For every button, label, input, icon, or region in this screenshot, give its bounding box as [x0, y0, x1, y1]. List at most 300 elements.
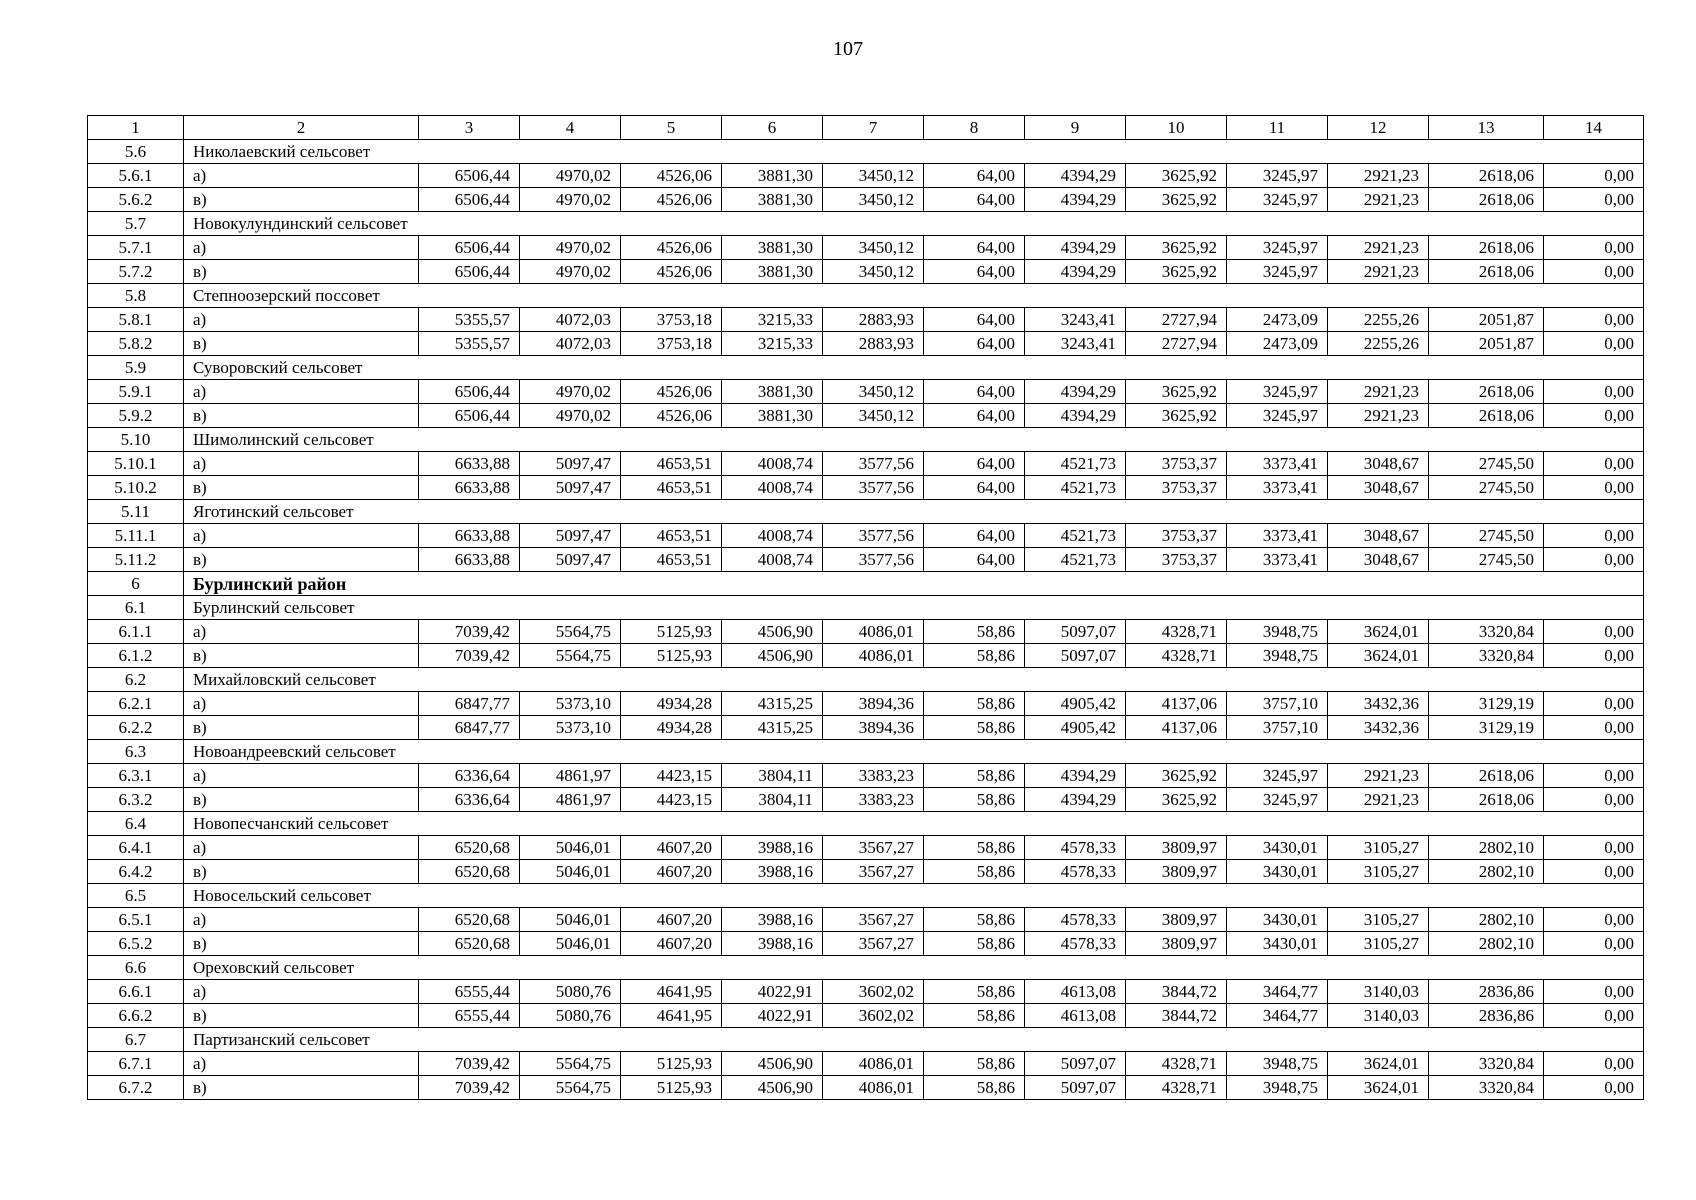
value-cell: 4008,74	[722, 548, 823, 572]
value-cell: 3105,27	[1328, 908, 1429, 932]
group-name: Яготинский сельсовет	[184, 500, 1644, 524]
value-cell: 3809,97	[1126, 908, 1227, 932]
value-cell: 2051,87	[1429, 308, 1544, 332]
value-cell: 4521,73	[1025, 476, 1126, 500]
value-cell: 0,00	[1544, 1052, 1644, 1076]
column-number: 14	[1544, 116, 1644, 140]
value-cell: 4394,29	[1025, 404, 1126, 428]
value-cell: 3450,12	[823, 188, 924, 212]
group-code: 5.11	[88, 500, 184, 524]
value-cell: 0,00	[1544, 548, 1644, 572]
value-cell: 58,86	[924, 644, 1025, 668]
row-label: а)	[184, 1052, 419, 1076]
value-cell: 7039,42	[419, 644, 520, 668]
value-cell: 5373,10	[520, 692, 621, 716]
value-cell: 3753,37	[1126, 476, 1227, 500]
value-cell: 3948,75	[1227, 1076, 1328, 1100]
value-cell: 7039,42	[419, 1076, 520, 1100]
value-cell: 4008,74	[722, 452, 823, 476]
row-code: 6.6.2	[88, 1004, 184, 1028]
value-cell: 4394,29	[1025, 236, 1126, 260]
value-cell: 3140,03	[1328, 980, 1429, 1004]
value-cell: 0,00	[1544, 332, 1644, 356]
value-cell: 3430,01	[1227, 860, 1328, 884]
table-row	[88, 836, 1644, 860]
value-cell: 6336,64	[419, 764, 520, 788]
column-number: 1	[88, 116, 184, 140]
value-cell: 64,00	[924, 236, 1025, 260]
value-cell: 5097,07	[1025, 620, 1126, 644]
row-code: 5.8.1	[88, 308, 184, 332]
value-cell: 5564,75	[520, 644, 621, 668]
row-label: в)	[184, 716, 419, 740]
value-cell: 2727,94	[1126, 332, 1227, 356]
value-cell: 4086,01	[823, 620, 924, 644]
column-number: 12	[1328, 116, 1429, 140]
value-cell: 3753,37	[1126, 524, 1227, 548]
value-cell: 3383,23	[823, 764, 924, 788]
value-cell: 0,00	[1544, 1004, 1644, 1028]
table-row	[88, 764, 1644, 788]
value-cell: 3625,92	[1126, 188, 1227, 212]
value-cell: 3373,41	[1227, 476, 1328, 500]
row-label: а)	[184, 620, 419, 644]
column-number: 11	[1227, 116, 1328, 140]
row-code: 5.11.1	[88, 524, 184, 548]
group-name: Николаевский сельсовет	[184, 140, 1644, 164]
value-cell: 3894,36	[823, 692, 924, 716]
row-code: 5.7.1	[88, 236, 184, 260]
column-number: 7	[823, 116, 924, 140]
column-number: 10	[1126, 116, 1227, 140]
value-cell: 3809,97	[1126, 836, 1227, 860]
row-code: 5.6.1	[88, 164, 184, 188]
value-cell: 4328,71	[1126, 1076, 1227, 1100]
value-cell: 4578,33	[1025, 860, 1126, 884]
row-code: 5.8.2	[88, 332, 184, 356]
group-row	[88, 1028, 1644, 1052]
value-cell: 4905,42	[1025, 716, 1126, 740]
value-cell: 6555,44	[419, 1004, 520, 1028]
tariff-table	[87, 115, 1644, 1100]
group-name: Суворовский сельсовет	[184, 356, 1644, 380]
row-label: в)	[184, 404, 419, 428]
row-code: 6.1.1	[88, 620, 184, 644]
group-row	[88, 500, 1644, 524]
value-cell: 3245,97	[1227, 188, 1328, 212]
value-cell: 2745,50	[1429, 476, 1544, 500]
column-number-row	[88, 116, 1644, 140]
row-label: а)	[184, 308, 419, 332]
value-cell: 5046,01	[520, 860, 621, 884]
value-cell: 3383,23	[823, 788, 924, 812]
value-cell: 0,00	[1544, 860, 1644, 884]
value-cell: 6633,88	[419, 524, 520, 548]
value-cell: 4521,73	[1025, 548, 1126, 572]
region-name: Бурлинский район	[184, 572, 1644, 596]
value-cell: 3567,27	[823, 932, 924, 956]
value-cell: 58,86	[924, 620, 1025, 644]
group-code: 5.7	[88, 212, 184, 236]
value-cell: 3948,75	[1227, 644, 1328, 668]
value-cell: 64,00	[924, 404, 1025, 428]
table-row	[88, 1052, 1644, 1076]
value-cell: 3430,01	[1227, 932, 1328, 956]
value-cell: 3988,16	[722, 836, 823, 860]
group-code: 6.4	[88, 812, 184, 836]
value-cell: 6633,88	[419, 476, 520, 500]
value-cell: 3450,12	[823, 260, 924, 284]
value-cell: 4526,06	[621, 404, 722, 428]
value-cell: 6520,68	[419, 836, 520, 860]
value-cell: 3948,75	[1227, 620, 1328, 644]
value-cell: 5097,47	[520, 452, 621, 476]
value-cell: 3432,36	[1328, 716, 1429, 740]
value-cell: 64,00	[924, 524, 1025, 548]
value-cell: 0,00	[1544, 764, 1644, 788]
value-cell: 4137,06	[1126, 716, 1227, 740]
row-label: в)	[184, 644, 419, 668]
row-code: 5.10.2	[88, 476, 184, 500]
value-cell: 2921,23	[1328, 260, 1429, 284]
value-cell: 4315,25	[722, 716, 823, 740]
group-name: Шимолинский сельсовет	[184, 428, 1644, 452]
value-cell: 5125,93	[621, 644, 722, 668]
value-cell: 6633,88	[419, 548, 520, 572]
value-cell: 2727,94	[1126, 308, 1227, 332]
value-cell: 6506,44	[419, 188, 520, 212]
value-cell: 3753,37	[1126, 452, 1227, 476]
row-code: 5.9.2	[88, 404, 184, 428]
value-cell: 2802,10	[1429, 908, 1544, 932]
value-cell: 3844,72	[1126, 980, 1227, 1004]
value-cell: 4970,02	[520, 404, 621, 428]
row-code: 6.7.1	[88, 1052, 184, 1076]
group-code: 5.8	[88, 284, 184, 308]
value-cell: 3625,92	[1126, 788, 1227, 812]
value-cell: 2802,10	[1429, 836, 1544, 860]
table-row	[88, 1004, 1644, 1028]
table-row	[88, 260, 1644, 284]
value-cell: 0,00	[1544, 260, 1644, 284]
value-cell: 0,00	[1544, 236, 1644, 260]
value-cell: 7039,42	[419, 1052, 520, 1076]
value-cell: 4641,95	[621, 1004, 722, 1028]
value-cell: 3757,10	[1227, 692, 1328, 716]
value-cell: 3432,36	[1328, 692, 1429, 716]
value-cell: 2255,26	[1328, 332, 1429, 356]
value-cell: 0,00	[1544, 932, 1644, 956]
group-code: 5.10	[88, 428, 184, 452]
value-cell: 6520,68	[419, 932, 520, 956]
table-row	[88, 1076, 1644, 1100]
value-cell: 3624,01	[1328, 644, 1429, 668]
value-cell: 4970,02	[520, 236, 621, 260]
row-label: в)	[184, 476, 419, 500]
value-cell: 3567,27	[823, 836, 924, 860]
column-number: 13	[1429, 116, 1544, 140]
table-row	[88, 308, 1644, 332]
value-cell: 4653,51	[621, 476, 722, 500]
group-code: 5.6	[88, 140, 184, 164]
value-cell: 0,00	[1544, 188, 1644, 212]
row-label: а)	[184, 524, 419, 548]
value-cell: 4315,25	[722, 692, 823, 716]
value-cell: 0,00	[1544, 452, 1644, 476]
value-cell: 4526,06	[621, 188, 722, 212]
group-row	[88, 668, 1644, 692]
value-cell: 4578,33	[1025, 836, 1126, 860]
value-cell: 3140,03	[1328, 1004, 1429, 1028]
group-name: Новокулундинский сельсовет	[184, 212, 1644, 236]
value-cell: 4506,90	[722, 1076, 823, 1100]
value-cell: 5097,07	[1025, 1052, 1126, 1076]
value-cell: 3624,01	[1328, 1076, 1429, 1100]
value-cell: 3624,01	[1328, 1052, 1429, 1076]
value-cell: 3320,84	[1429, 1052, 1544, 1076]
value-cell: 6847,77	[419, 692, 520, 716]
value-cell: 6847,77	[419, 716, 520, 740]
value-cell: 4137,06	[1126, 692, 1227, 716]
value-cell: 4613,08	[1025, 980, 1126, 1004]
value-cell: 3320,84	[1429, 644, 1544, 668]
value-cell: 3988,16	[722, 860, 823, 884]
value-cell: 3245,97	[1227, 164, 1328, 188]
value-cell: 3988,16	[722, 932, 823, 956]
group-name: Ореховский сельсовет	[184, 956, 1644, 980]
value-cell: 5046,01	[520, 908, 621, 932]
row-label: а)	[184, 980, 419, 1004]
value-cell: 2618,06	[1429, 380, 1544, 404]
value-cell: 3625,92	[1126, 404, 1227, 428]
value-cell: 64,00	[924, 380, 1025, 404]
value-cell: 4086,01	[823, 1076, 924, 1100]
value-cell: 6633,88	[419, 452, 520, 476]
value-cell: 4008,74	[722, 524, 823, 548]
value-cell: 4578,33	[1025, 932, 1126, 956]
row-label: а)	[184, 164, 419, 188]
value-cell: 4641,95	[621, 980, 722, 1004]
value-cell: 4072,03	[520, 308, 621, 332]
value-cell: 5097,47	[520, 548, 621, 572]
value-cell: 6520,68	[419, 860, 520, 884]
group-row	[88, 140, 1644, 164]
value-cell: 3577,56	[823, 476, 924, 500]
column-number: 3	[419, 116, 520, 140]
value-cell: 58,86	[924, 1004, 1025, 1028]
table-row	[88, 860, 1644, 884]
value-cell: 5125,93	[621, 1076, 722, 1100]
value-cell: 0,00	[1544, 404, 1644, 428]
value-cell: 3625,92	[1126, 236, 1227, 260]
column-number: 5	[621, 116, 722, 140]
value-cell: 58,86	[924, 908, 1025, 932]
row-label: а)	[184, 836, 419, 860]
value-cell: 5097,47	[520, 476, 621, 500]
value-cell: 3567,27	[823, 908, 924, 932]
value-cell: 4328,71	[1126, 644, 1227, 668]
value-cell: 0,00	[1544, 380, 1644, 404]
row-code: 6.6.1	[88, 980, 184, 1004]
value-cell: 2745,50	[1429, 524, 1544, 548]
value-cell: 4526,06	[621, 380, 722, 404]
value-cell: 3464,77	[1227, 980, 1328, 1004]
value-cell: 3625,92	[1126, 380, 1227, 404]
group-code: 6.1	[88, 596, 184, 620]
value-cell: 3450,12	[823, 236, 924, 260]
value-cell: 64,00	[924, 452, 1025, 476]
value-cell: 6506,44	[419, 236, 520, 260]
table-row	[88, 644, 1644, 668]
value-cell: 2618,06	[1429, 188, 1544, 212]
value-cell: 3809,97	[1126, 860, 1227, 884]
table-row	[88, 524, 1644, 548]
value-cell: 4506,90	[722, 620, 823, 644]
value-cell: 64,00	[924, 308, 1025, 332]
value-cell: 2618,06	[1429, 764, 1544, 788]
value-cell: 3625,92	[1126, 260, 1227, 284]
value-cell: 2883,93	[823, 332, 924, 356]
value-cell: 3881,30	[722, 164, 823, 188]
value-cell: 58,86	[924, 716, 1025, 740]
value-cell: 2618,06	[1429, 236, 1544, 260]
table-row	[88, 452, 1644, 476]
value-cell: 2921,23	[1328, 380, 1429, 404]
column-number: 8	[924, 116, 1025, 140]
table-row	[88, 980, 1644, 1004]
table-row	[88, 548, 1644, 572]
value-cell: 4578,33	[1025, 908, 1126, 932]
value-cell: 2618,06	[1429, 788, 1544, 812]
value-cell: 4394,29	[1025, 188, 1126, 212]
value-cell: 58,86	[924, 836, 1025, 860]
value-cell: 3430,01	[1227, 836, 1328, 860]
row-code: 6.2.1	[88, 692, 184, 716]
group-row	[88, 212, 1644, 236]
row-code: 6.3.1	[88, 764, 184, 788]
value-cell: 4394,29	[1025, 380, 1126, 404]
value-cell: 4394,29	[1025, 788, 1126, 812]
group-code: 6.7	[88, 1028, 184, 1052]
value-cell: 3245,97	[1227, 764, 1328, 788]
value-cell: 4521,73	[1025, 452, 1126, 476]
value-cell: 5564,75	[520, 1076, 621, 1100]
row-label: в)	[184, 260, 419, 284]
value-cell: 2921,23	[1328, 788, 1429, 812]
value-cell: 58,86	[924, 764, 1025, 788]
value-cell: 4970,02	[520, 164, 621, 188]
value-cell: 5564,75	[520, 620, 621, 644]
region-row	[88, 572, 1644, 596]
value-cell: 3804,11	[722, 788, 823, 812]
row-code: 6.7.2	[88, 1076, 184, 1100]
row-label: а)	[184, 692, 419, 716]
table-row	[88, 236, 1644, 260]
value-cell: 2921,23	[1328, 404, 1429, 428]
value-cell: 5080,76	[520, 980, 621, 1004]
value-cell: 4934,28	[621, 692, 722, 716]
group-row	[88, 956, 1644, 980]
value-cell: 4526,06	[621, 164, 722, 188]
value-cell: 3373,41	[1227, 524, 1328, 548]
value-cell: 3450,12	[823, 404, 924, 428]
value-cell: 4328,71	[1126, 620, 1227, 644]
row-label: а)	[184, 764, 419, 788]
group-name: Новоандреевский сельсовет	[184, 740, 1644, 764]
value-cell: 4526,06	[621, 236, 722, 260]
value-cell: 4653,51	[621, 452, 722, 476]
value-cell: 3753,37	[1126, 548, 1227, 572]
value-cell: 2255,26	[1328, 308, 1429, 332]
group-name: Степноозерский поссовет	[184, 284, 1644, 308]
value-cell: 64,00	[924, 260, 1025, 284]
value-cell: 64,00	[924, 476, 1025, 500]
value-cell: 4008,74	[722, 476, 823, 500]
value-cell: 3881,30	[722, 380, 823, 404]
group-code: 6.3	[88, 740, 184, 764]
value-cell: 2473,09	[1227, 332, 1328, 356]
value-cell: 4072,03	[520, 332, 621, 356]
value-cell: 64,00	[924, 548, 1025, 572]
value-cell: 0,00	[1544, 1076, 1644, 1100]
column-number: 4	[520, 116, 621, 140]
group-code: 5.9	[88, 356, 184, 380]
value-cell: 3450,12	[823, 380, 924, 404]
value-cell: 3243,41	[1025, 308, 1126, 332]
value-cell: 3245,97	[1227, 404, 1328, 428]
value-cell: 4934,28	[621, 716, 722, 740]
value-cell: 64,00	[924, 164, 1025, 188]
row-label: а)	[184, 236, 419, 260]
value-cell: 0,00	[1544, 716, 1644, 740]
value-cell: 4022,91	[722, 1004, 823, 1028]
value-cell: 3602,02	[823, 980, 924, 1004]
value-cell: 0,00	[1544, 524, 1644, 548]
value-cell: 3804,11	[722, 764, 823, 788]
group-name: Новосельский сельсовет	[184, 884, 1644, 908]
row-code: 6.3.2	[88, 788, 184, 812]
value-cell: 6506,44	[419, 260, 520, 284]
value-cell: 6520,68	[419, 908, 520, 932]
value-cell: 4423,15	[621, 764, 722, 788]
value-cell: 3245,97	[1227, 236, 1328, 260]
value-cell: 3105,27	[1328, 860, 1429, 884]
value-cell: 3430,01	[1227, 908, 1328, 932]
table-row	[88, 188, 1644, 212]
row-label: в)	[184, 188, 419, 212]
value-cell: 5097,47	[520, 524, 621, 548]
value-cell: 0,00	[1544, 788, 1644, 812]
value-cell: 4394,29	[1025, 764, 1126, 788]
table-row	[88, 692, 1644, 716]
value-cell: 3048,67	[1328, 524, 1429, 548]
value-cell: 3129,19	[1429, 692, 1544, 716]
value-cell: 2618,06	[1429, 164, 1544, 188]
value-cell: 0,00	[1544, 164, 1644, 188]
table-row	[88, 404, 1644, 428]
column-number: 6	[722, 116, 823, 140]
value-cell: 5080,76	[520, 1004, 621, 1028]
value-cell: 3129,19	[1429, 716, 1544, 740]
value-cell: 2836,86	[1429, 980, 1544, 1004]
value-cell: 2921,23	[1328, 188, 1429, 212]
value-cell: 0,00	[1544, 644, 1644, 668]
value-cell: 5373,10	[520, 716, 621, 740]
value-cell: 3625,92	[1126, 764, 1227, 788]
value-cell: 5046,01	[520, 836, 621, 860]
value-cell: 58,86	[924, 932, 1025, 956]
value-cell: 3757,10	[1227, 716, 1328, 740]
